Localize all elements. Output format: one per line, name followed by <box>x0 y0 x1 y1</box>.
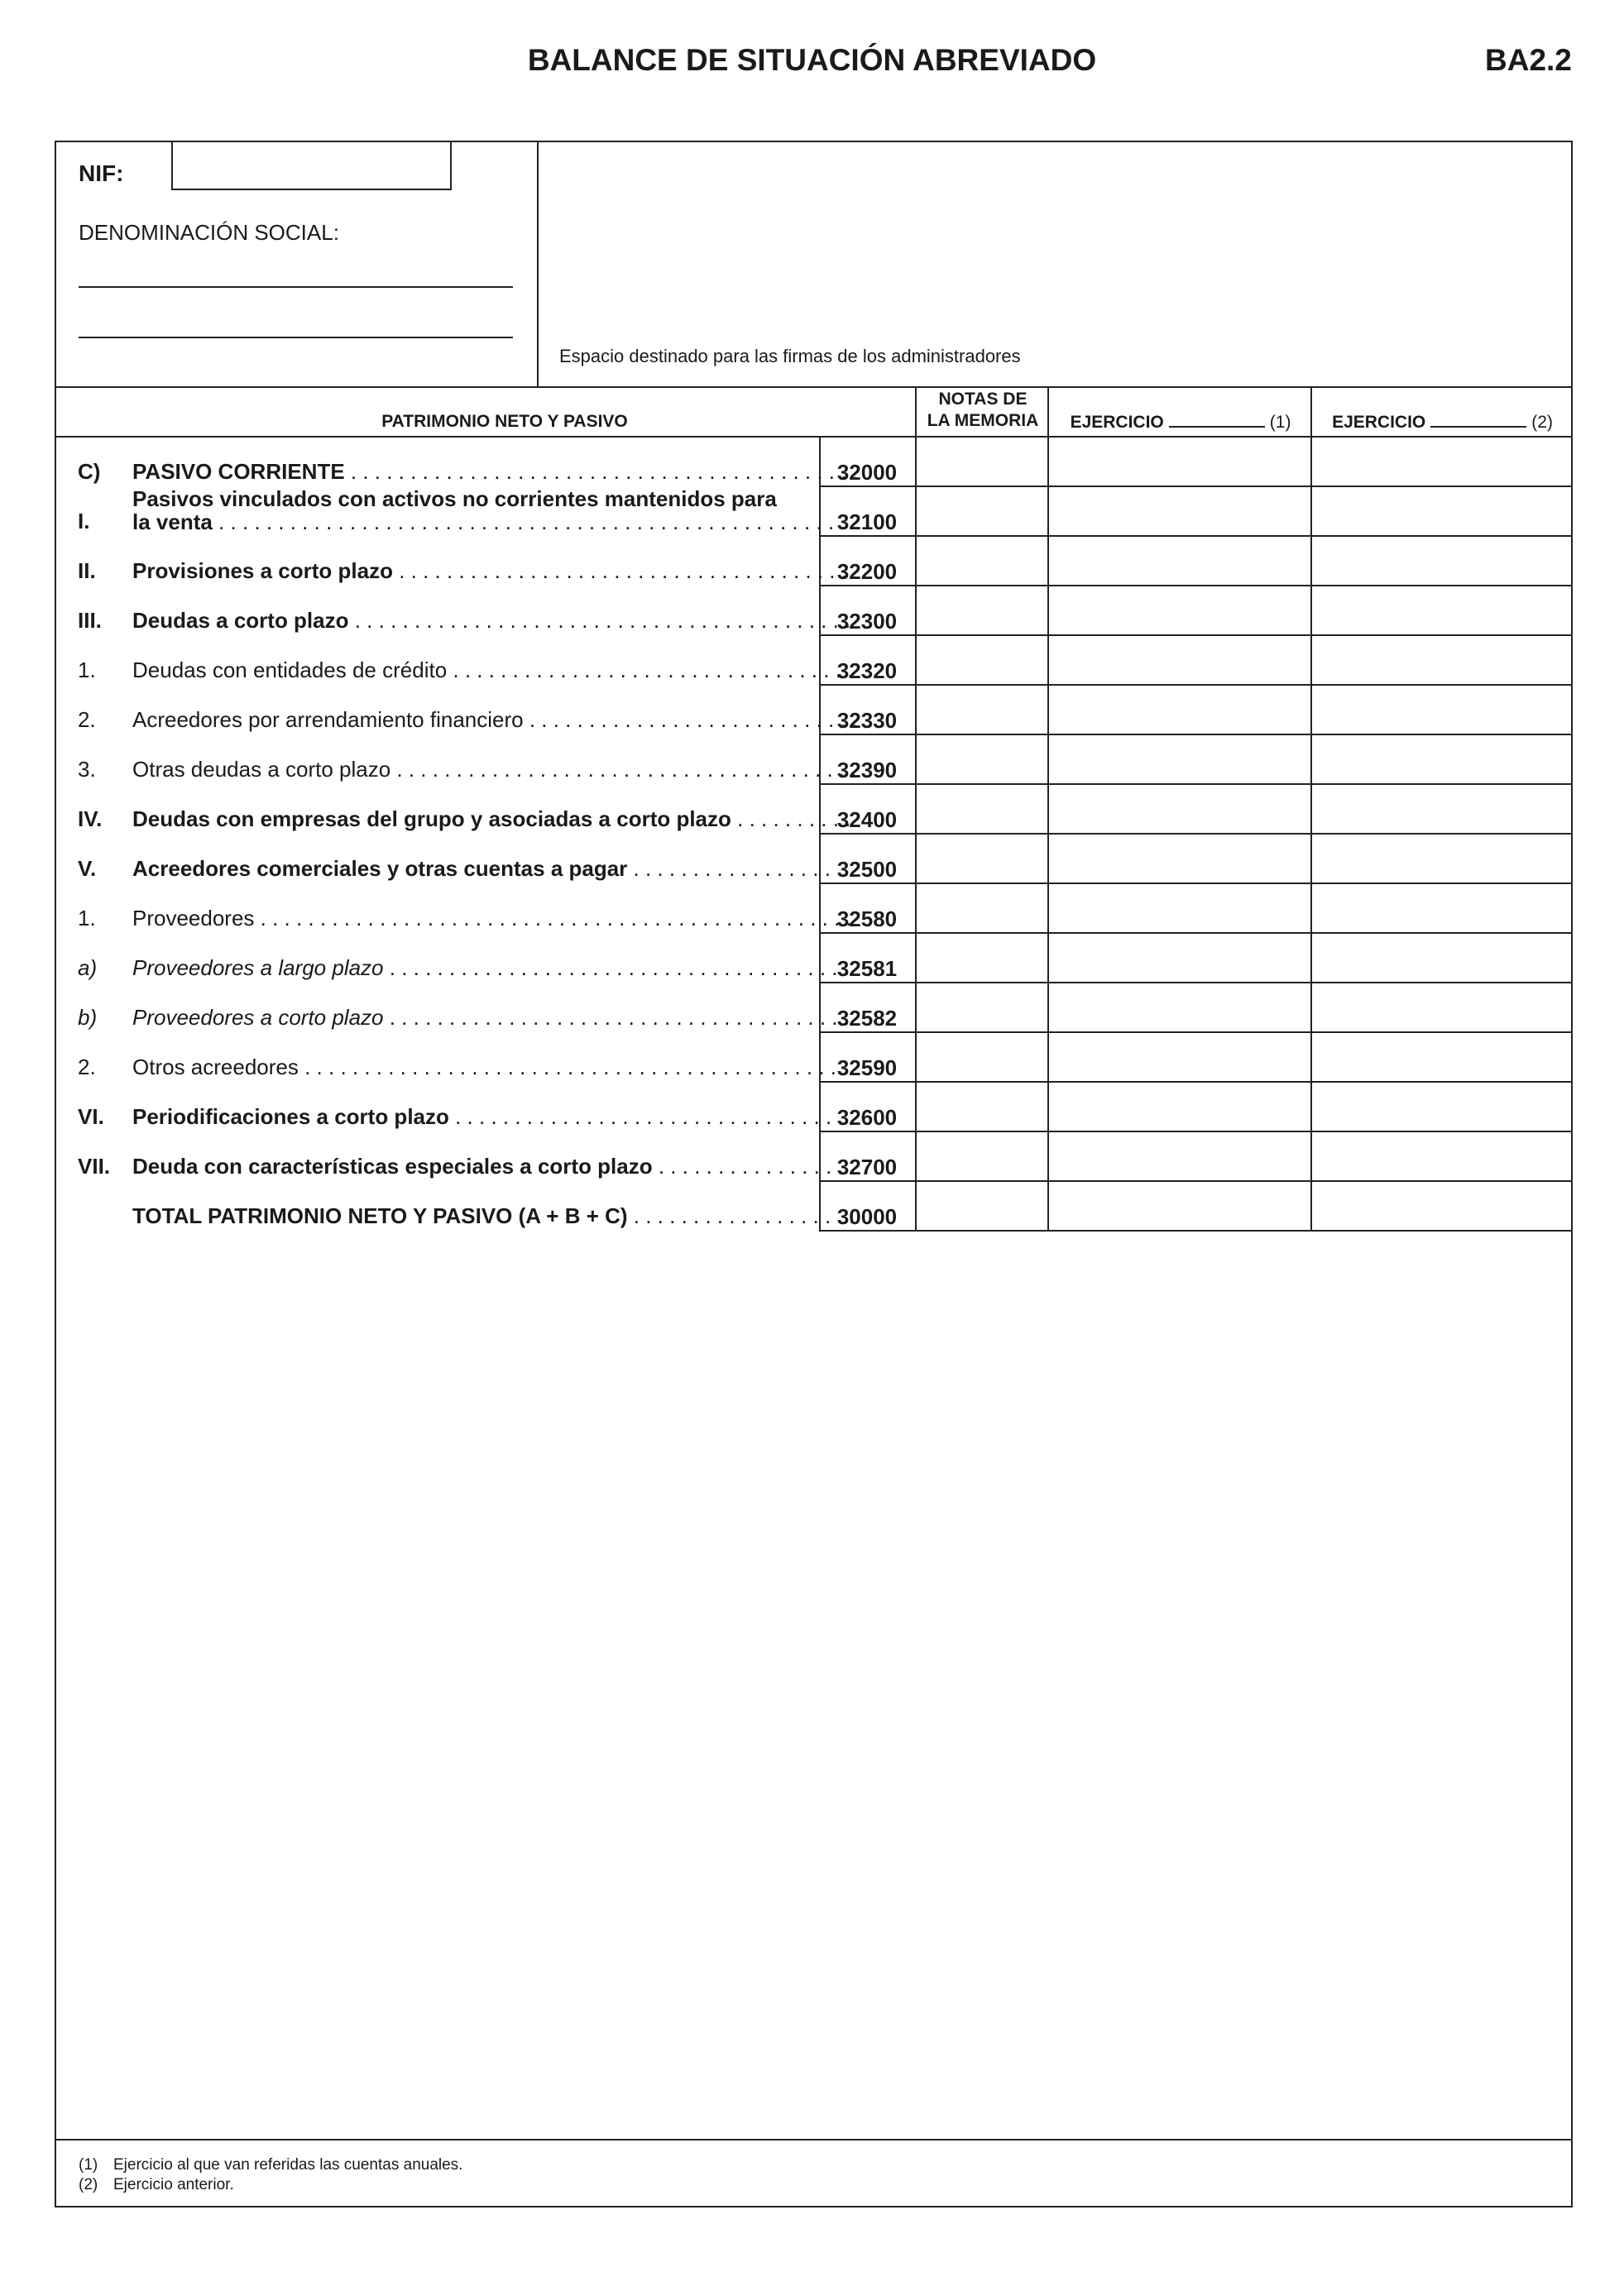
row-code: 32000 <box>836 460 898 485</box>
header-ejercicio-2-note: (2) <box>1531 413 1553 432</box>
row-number: V. <box>78 856 97 881</box>
row-code: 32100 <box>836 509 898 534</box>
row-label: Otras deudas a corto plazo . . . <box>132 757 855 782</box>
notas-cell[interactable] <box>915 734 1047 783</box>
ejercicio-1-cell[interactable] <box>1047 634 1310 684</box>
notas-cell[interactable] <box>915 634 1047 684</box>
notas-cell[interactable] <box>915 436 1047 486</box>
row-label: la venta . . . <box>132 509 855 534</box>
ejercicio-2-cell[interactable] <box>1310 783 1573 833</box>
row-number: 3. <box>78 757 96 782</box>
row-label: Deudas con empresas del grupo y asociadas a corto plazo . . . <box>132 806 855 831</box>
ejercicio-1-column-line <box>1047 436 1049 1230</box>
ejercicio-1-cell[interactable] <box>1047 1031 1310 1081</box>
row-label-line1: Pasivos vinculados con activos no corrientes mantenidos para <box>132 486 777 511</box>
row-label-wrap <box>132 757 855 782</box>
row-number: III. <box>78 608 102 633</box>
firmas-label: Espacio destinado para las firmas de los administradores <box>559 346 1021 366</box>
row-label-wrap <box>132 1203 855 1229</box>
ejercicio-1-cell[interactable] <box>1047 486 1310 535</box>
footnotes <box>79 2155 462 2195</box>
ejercicio-2-column-line <box>1310 436 1312 1230</box>
row-label: Otros acreedores . . . <box>132 1055 855 1079</box>
row-label-wrap <box>132 906 855 931</box>
denominacion-input-line-1[interactable] <box>79 286 513 288</box>
table-row <box>55 585 1573 634</box>
row-label: Acreedores por arrendamiento financiero . . . <box>132 707 855 732</box>
table-row <box>55 783 1573 833</box>
table-row <box>55 1031 1573 1081</box>
header-ejercicio-2 <box>1312 411 1573 433</box>
row-number: VI. <box>78 1104 104 1129</box>
header-notas-line1: NOTAS DE <box>938 390 1028 409</box>
notas-cell[interactable] <box>915 684 1047 734</box>
ejercicio-1-year-input[interactable] <box>1169 411 1265 428</box>
table-row <box>55 734 1573 783</box>
ejercicio-1-cell[interactable] <box>1047 833 1310 883</box>
row-label-wrap <box>132 707 855 733</box>
ejercicio-1-cell[interactable] <box>1047 1180 1310 1230</box>
row-code: 32500 <box>836 857 898 882</box>
row-label-wrap <box>132 608 855 634</box>
row-label-wrap <box>132 1154 855 1179</box>
ejercicio-2-year-input[interactable] <box>1430 411 1526 428</box>
row-label: Acreedores comerciales y otras cuentas a pagar . . . <box>132 856 855 881</box>
row-label: Provisiones a corto plazo . . . <box>132 558 855 583</box>
row-number: a) <box>78 955 98 980</box>
row-label: Deuda con características especiales a corto plazo . . . <box>132 1154 855 1179</box>
footnote-divider <box>55 2139 1573 2141</box>
ejercicio-2-cell[interactable] <box>1310 1031 1573 1081</box>
footnote-2: (2) Ejercicio anterior. <box>79 2176 234 2193</box>
identity-divider <box>537 141 539 387</box>
row-label-wrap <box>132 459 855 485</box>
denominacion-label: DENOMINACIÓN SOCIAL: <box>79 220 339 245</box>
ejercicio-2-cell[interactable] <box>1310 833 1573 883</box>
notas-cell[interactable] <box>915 1131 1047 1180</box>
notas-cell[interactable] <box>915 1031 1047 1081</box>
header-notas <box>917 389 1049 432</box>
header-patrimonio: PATRIMONIO NETO Y PASIVO <box>381 412 628 431</box>
row-label: Proveedores a largo plazo . . . <box>132 955 855 980</box>
notas-cell[interactable] <box>915 535 1047 585</box>
row-number: C) <box>78 459 101 484</box>
ejercicio-2-cell[interactable] <box>1310 585 1573 634</box>
notas-cell[interactable] <box>915 1081 1047 1131</box>
ejercicio-1-cell[interactable] <box>1047 436 1310 486</box>
ejercicio-2-cell[interactable] <box>1310 982 1573 1031</box>
row-code: 30000 <box>836 1204 898 1229</box>
table-row <box>55 684 1573 734</box>
row-label-wrap <box>132 509 855 535</box>
ejercicio-2-cell[interactable] <box>1310 634 1573 684</box>
table-row <box>55 486 1573 535</box>
notas-column-line <box>915 436 917 1230</box>
row-code: 32580 <box>836 906 898 931</box>
table-row <box>55 982 1573 1031</box>
header-ejercicio-1 <box>1049 411 1312 433</box>
ejercicio-1-cell[interactable] <box>1047 535 1310 585</box>
footnote-1: (1) Ejercicio al que van referidas las cuentas anuales. <box>79 2156 463 2174</box>
notas-cell[interactable] <box>915 883 1047 932</box>
row-code: 32390 <box>836 758 898 782</box>
ejercicio-2-cell[interactable] <box>1310 486 1573 535</box>
header-ejercicio-2-label: EJERCICIO <box>1332 413 1426 432</box>
row-code: 32300 <box>836 609 898 634</box>
row-label: Deudas a corto plazo . . . <box>132 608 855 633</box>
ejercicio-2-cell[interactable] <box>1310 535 1573 585</box>
row-code: 32582 <box>836 1006 898 1031</box>
row-number: II. <box>78 558 96 583</box>
row-code: 32590 <box>836 1055 898 1080</box>
nif-label: NIF: <box>79 160 124 186</box>
ejercicio-1-cell[interactable] <box>1047 883 1310 932</box>
notas-cell[interactable] <box>915 932 1047 982</box>
code-column-left-line <box>819 436 821 1230</box>
row-label: Proveedores . . . <box>132 906 855 930</box>
ejercicio-2-cell[interactable] <box>1310 436 1573 486</box>
table-row <box>55 535 1573 585</box>
row-code: 32330 <box>836 708 898 733</box>
ejercicio-1-cell[interactable] <box>1047 783 1310 833</box>
notas-cell[interactable] <box>915 486 1047 535</box>
row-code: 32400 <box>836 807 898 832</box>
row-number: 2. <box>78 707 96 732</box>
form-code: BA2.2 <box>1485 43 1572 77</box>
notas-cell[interactable] <box>915 833 1047 883</box>
notas-cell[interactable] <box>915 1180 1047 1230</box>
row-number: 1. <box>78 658 96 682</box>
ejercicio-2-cell[interactable] <box>1310 1081 1573 1131</box>
notas-cell[interactable] <box>915 585 1047 634</box>
section-divider <box>55 386 1573 388</box>
ejercicio-1-cell[interactable] <box>1047 734 1310 783</box>
header-divider-notas <box>915 386 917 437</box>
header-ejercicio-1-label: EJERCICIO <box>1070 413 1164 432</box>
row-label-wrap <box>132 658 855 683</box>
table-row <box>55 634 1573 684</box>
table-row <box>55 1180 1573 1230</box>
ejercicio-1-cell[interactable] <box>1047 1081 1310 1131</box>
header-divider-ej1 <box>1047 386 1049 437</box>
ejercicio-1-cell[interactable] <box>1047 982 1310 1031</box>
notas-cell[interactable] <box>915 982 1047 1031</box>
row-label-wrap <box>132 856 855 882</box>
row-label-wrap <box>132 1104 855 1130</box>
row-label: PASIVO CORRIENTE . . . <box>132 459 855 484</box>
row-label: Deudas con entidades de crédito . . . <box>132 658 855 682</box>
row-number: IV. <box>78 806 103 831</box>
ejercicio-2-cell[interactable] <box>1310 684 1573 734</box>
denominacion-input-line-2[interactable] <box>79 337 513 338</box>
ejercicio-1-cell[interactable] <box>1047 932 1310 982</box>
row-label-wrap <box>132 558 855 584</box>
header-notas-line2: LA MEMORIA <box>927 411 1039 430</box>
table-row <box>55 883 1573 932</box>
row-label-wrap <box>132 1005 855 1031</box>
header-divider-ej2 <box>1310 386 1312 437</box>
row-code: 32700 <box>836 1155 898 1179</box>
ejercicio-1-cell[interactable] <box>1047 1131 1310 1180</box>
nif-input[interactable] <box>171 141 452 190</box>
ejercicio-1-cell[interactable] <box>1047 684 1310 734</box>
row-label-wrap <box>132 1055 855 1080</box>
row-number: VII. <box>78 1154 111 1179</box>
row-divider <box>819 1230 1573 1232</box>
ejercicio-2-cell[interactable] <box>1310 1131 1573 1180</box>
table-row <box>55 1131 1573 1180</box>
row-number: b) <box>78 1005 98 1030</box>
table-row <box>55 1081 1573 1131</box>
ejercicio-2-cell[interactable] <box>1310 932 1573 982</box>
table-row <box>55 833 1573 883</box>
header-ejercicio-1-note: (1) <box>1269 413 1291 432</box>
row-label: Periodificaciones a corto plazo . . . <box>132 1104 855 1129</box>
table-row <box>55 932 1573 982</box>
row-code: 32200 <box>836 559 898 584</box>
row-label: Proveedores a corto plazo . . . <box>132 1005 855 1030</box>
row-label-wrap <box>132 806 855 832</box>
ejercicio-2-cell[interactable] <box>1310 883 1573 932</box>
ejercicio-2-cell[interactable] <box>1310 734 1573 783</box>
ejercicio-2-cell[interactable] <box>1310 1180 1573 1230</box>
row-number: 2. <box>78 1055 96 1079</box>
row-label: TOTAL PATRIMONIO NETO Y PASIVO (A + B + C) . . . <box>132 1203 855 1228</box>
table-row <box>55 436 1573 486</box>
row-label-wrap <box>132 955 855 981</box>
page-title: BALANCE DE SITUACIÓN ABREVIADO <box>527 43 1097 77</box>
ejercicio-1-cell[interactable] <box>1047 585 1310 634</box>
notas-cell[interactable] <box>915 783 1047 833</box>
row-code: 32320 <box>836 658 898 683</box>
row-number: I. <box>78 509 90 533</box>
row-code: 32600 <box>836 1105 898 1130</box>
row-number: 1. <box>78 906 96 930</box>
row-code: 32581 <box>836 956 898 981</box>
